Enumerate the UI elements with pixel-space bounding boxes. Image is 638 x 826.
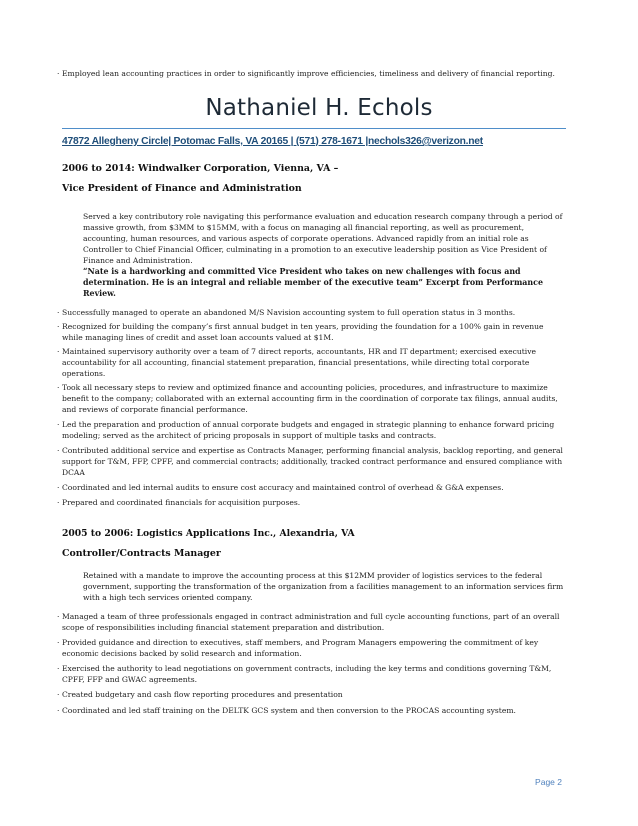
job1-bullet: · Coordinated and led internal audits to ensure cost accuracy and maintained control of overhead & G&A expenses.: [57, 483, 504, 492]
bullet-text: Maintained supervisory authority over a team of 7 direct reports, accountants, HR and IT department; exercised executive accountability for all accounting, financial statement preparation, financial presentations, while directing total corporate operations.: [62, 347, 537, 379]
top-bullet: [57, 68, 564, 79]
job1-quote: “Nate is a hardworking and committed Vice President who takes on new challenges with focus and determination. He is an integral and reliable member of the executive team” Excerpt from Performance Review.: [83, 267, 543, 299]
job1-bullet: · Contributed additional service and expertise as Contracts Manager, performing financial analysis, backlog reporting, and general support for T&M, FFP, CPFF, and commercial contracts; additionally, tracked contract performance and ensured compliance with DCAA: [57, 446, 563, 478]
bullet-text: Prepared and coordinated financials for acquisition purposes.: [62, 498, 301, 507]
bullet-text: Contributed additional service and expertise as Contracts Manager, performing financial analysis, backlog reporting, and general support for T&M, FFP, CPFF, and commercial contracts; additionally, tracked contract performance and ensured compliance with DCAA: [62, 446, 563, 478]
job2-bullet: · Managed a team of three professionals engaged in contract administration and full cycle accounting functions, part of an overall scope of responsibilities including financial statement preparation and distribution.: [57, 612, 560, 633]
job2-heading: 2005 to 2006: Logistics Applications Inc., Alexandria, VA: [62, 528, 355, 539]
job2-bullet: · Provided guidance and direction to executives, staff members, and Program Managers empowering the commitment of key economic decisions backed by solid research and information.: [57, 638, 539, 659]
bullet-text: Coordinated and led staff training on the DELTK GCS system and then conversion to the PROCAS accounting system.: [62, 706, 516, 715]
bullet-text: Led the preparation and production of annual corporate budgets and engaged in strategic planning to enhance forward pricing modeling; served as the architect of pricing proposals in support of multiple tasks and contracts.: [62, 420, 555, 441]
bullet-text: Employed lean accounting practices in order to significantly improve efficiencies, timeliness and delivery of financial reporting.: [62, 69, 555, 78]
job2-title: Controller/Contracts Manager: [62, 548, 221, 559]
bullet-text: Created budgetary and cash flow reporting procedures and presentation: [62, 690, 343, 699]
bullet-text: Recognized for building the company’s first annual budget in ten years, providing the foundation for a 100% gain in revenue while managing lines of credit and asset loan accounts valued at $1M.: [62, 322, 544, 343]
bullet-text: Successfully managed to operate an abandoned M/S Navision accounting system to full operation status in 3 months.: [62, 308, 516, 317]
job1-bullet: · Maintained supervisory authority over a team of 7 direct reports, accountants, HR and IT department; exercised executive accountability for all accounting, financial statement preparation, financial presentations, while directing total corporate operations.: [57, 347, 537, 379]
page-number: Page 2: [535, 777, 562, 787]
contact-line: 47872 Allegheny Circle| Potomac Falls, VA 20165 | (571) 278-1671 |nechols326@verizon.net: [62, 136, 483, 147]
job1-bullet: · Prepared and coordinated financials for acquisition purposes.: [57, 498, 301, 507]
job1-heading: 2006 to 2014: Windwalker Corporation, Vienna, VA –: [62, 163, 339, 174]
job1-bullet: · Led the preparation and production of annual corporate budgets and engaged in strategic planning to enhance forward pricing modeling; served as the architect of pricing proposals in support of multiple tasks and contracts.: [57, 420, 555, 441]
bullet-text: Coordinated and led internal audits to ensure cost accuracy and maintained control of overhead & G&A expenses.: [62, 483, 504, 492]
bullet-text: Provided guidance and direction to executives, staff members, and Program Managers empowering the commitment of key economic decisions backed by solid research and information.: [62, 638, 539, 659]
candidate-name: Nathaniel H. Echols: [205, 95, 433, 121]
job1-bullet: · Took all necessary steps to review and optimized finance and accounting policies, procedures, and infrastructure to maximize benefit to the company; collaborated with an external accounting firm in the coordination of corporate tax filings, annual audits, and reviews of corporate financial performance.: [57, 383, 558, 415]
bullet-dot: ·: [57, 69, 60, 78]
job2-bullet: · Created budgetary and cash flow reporting procedures and presentation: [57, 690, 343, 699]
bullet-text: Managed a team of three professionals engaged in contract administration and full cycle accounting functions, part of an overall scope of responsibilities including financial statement preparation and distribution.: [62, 612, 560, 633]
bullet-text: Exercised the authority to lead negotiations on government contracts, including the key terms and conditions governing T&M, CPFF, FFP and GWAC agreements.: [62, 664, 552, 685]
job2-summary: Retained with a mandate to improve the accounting process at this $12MM provider of logistics services to the federal government, supporting the transformation of the organization from a facilities management to an information services firm with a high tech services oriented company.: [83, 571, 564, 602]
job2-bullet: · Coordinated and led staff training on the DELTK GCS system and then conversion to the PROCAS accounting system.: [57, 706, 516, 715]
job1-summary: Served a key contributory role navigating this performance evaluation and education research company through a period of massive growth, from $3MM to $15MM, with a focus on managing all financial reporting, as well as procurement, accounting, human resources, and various aspects of corporate operations. Advanced rapidly from an initial role as Controller to Chief Financial Officer, culminating in a promotion to an executive leadership position as Vice President of Finance and Administration.: [83, 212, 563, 265]
job1-title: Vice President of Finance and Administration: [62, 183, 302, 194]
job2-bullet: · Exercised the authority to lead negotiations on government contracts, including the key terms and conditions governing T&M, CPFF, FFP and GWAC agreements.: [57, 664, 552, 685]
bullet-text: Took all necessary steps to review and optimized finance and accounting policies, procedures, and infrastructure to maximize benefit to the company; collaborated with an external accounting firm in the coordination of corporate tax filings, annual audits, and reviews of corporate financial performance.: [62, 383, 558, 415]
job1-bullet: · Recognized for building the company’s first annual budget in ten years, providing the foundation for a 100% gain in revenue while managing lines of credit and asset loan accounts valued at $1M.: [57, 322, 544, 343]
header-divider: [62, 128, 566, 129]
job1-bullet: · Successfully managed to operate an abandoned M/S Navision accounting system to full operation status in 3 months.: [57, 308, 516, 317]
